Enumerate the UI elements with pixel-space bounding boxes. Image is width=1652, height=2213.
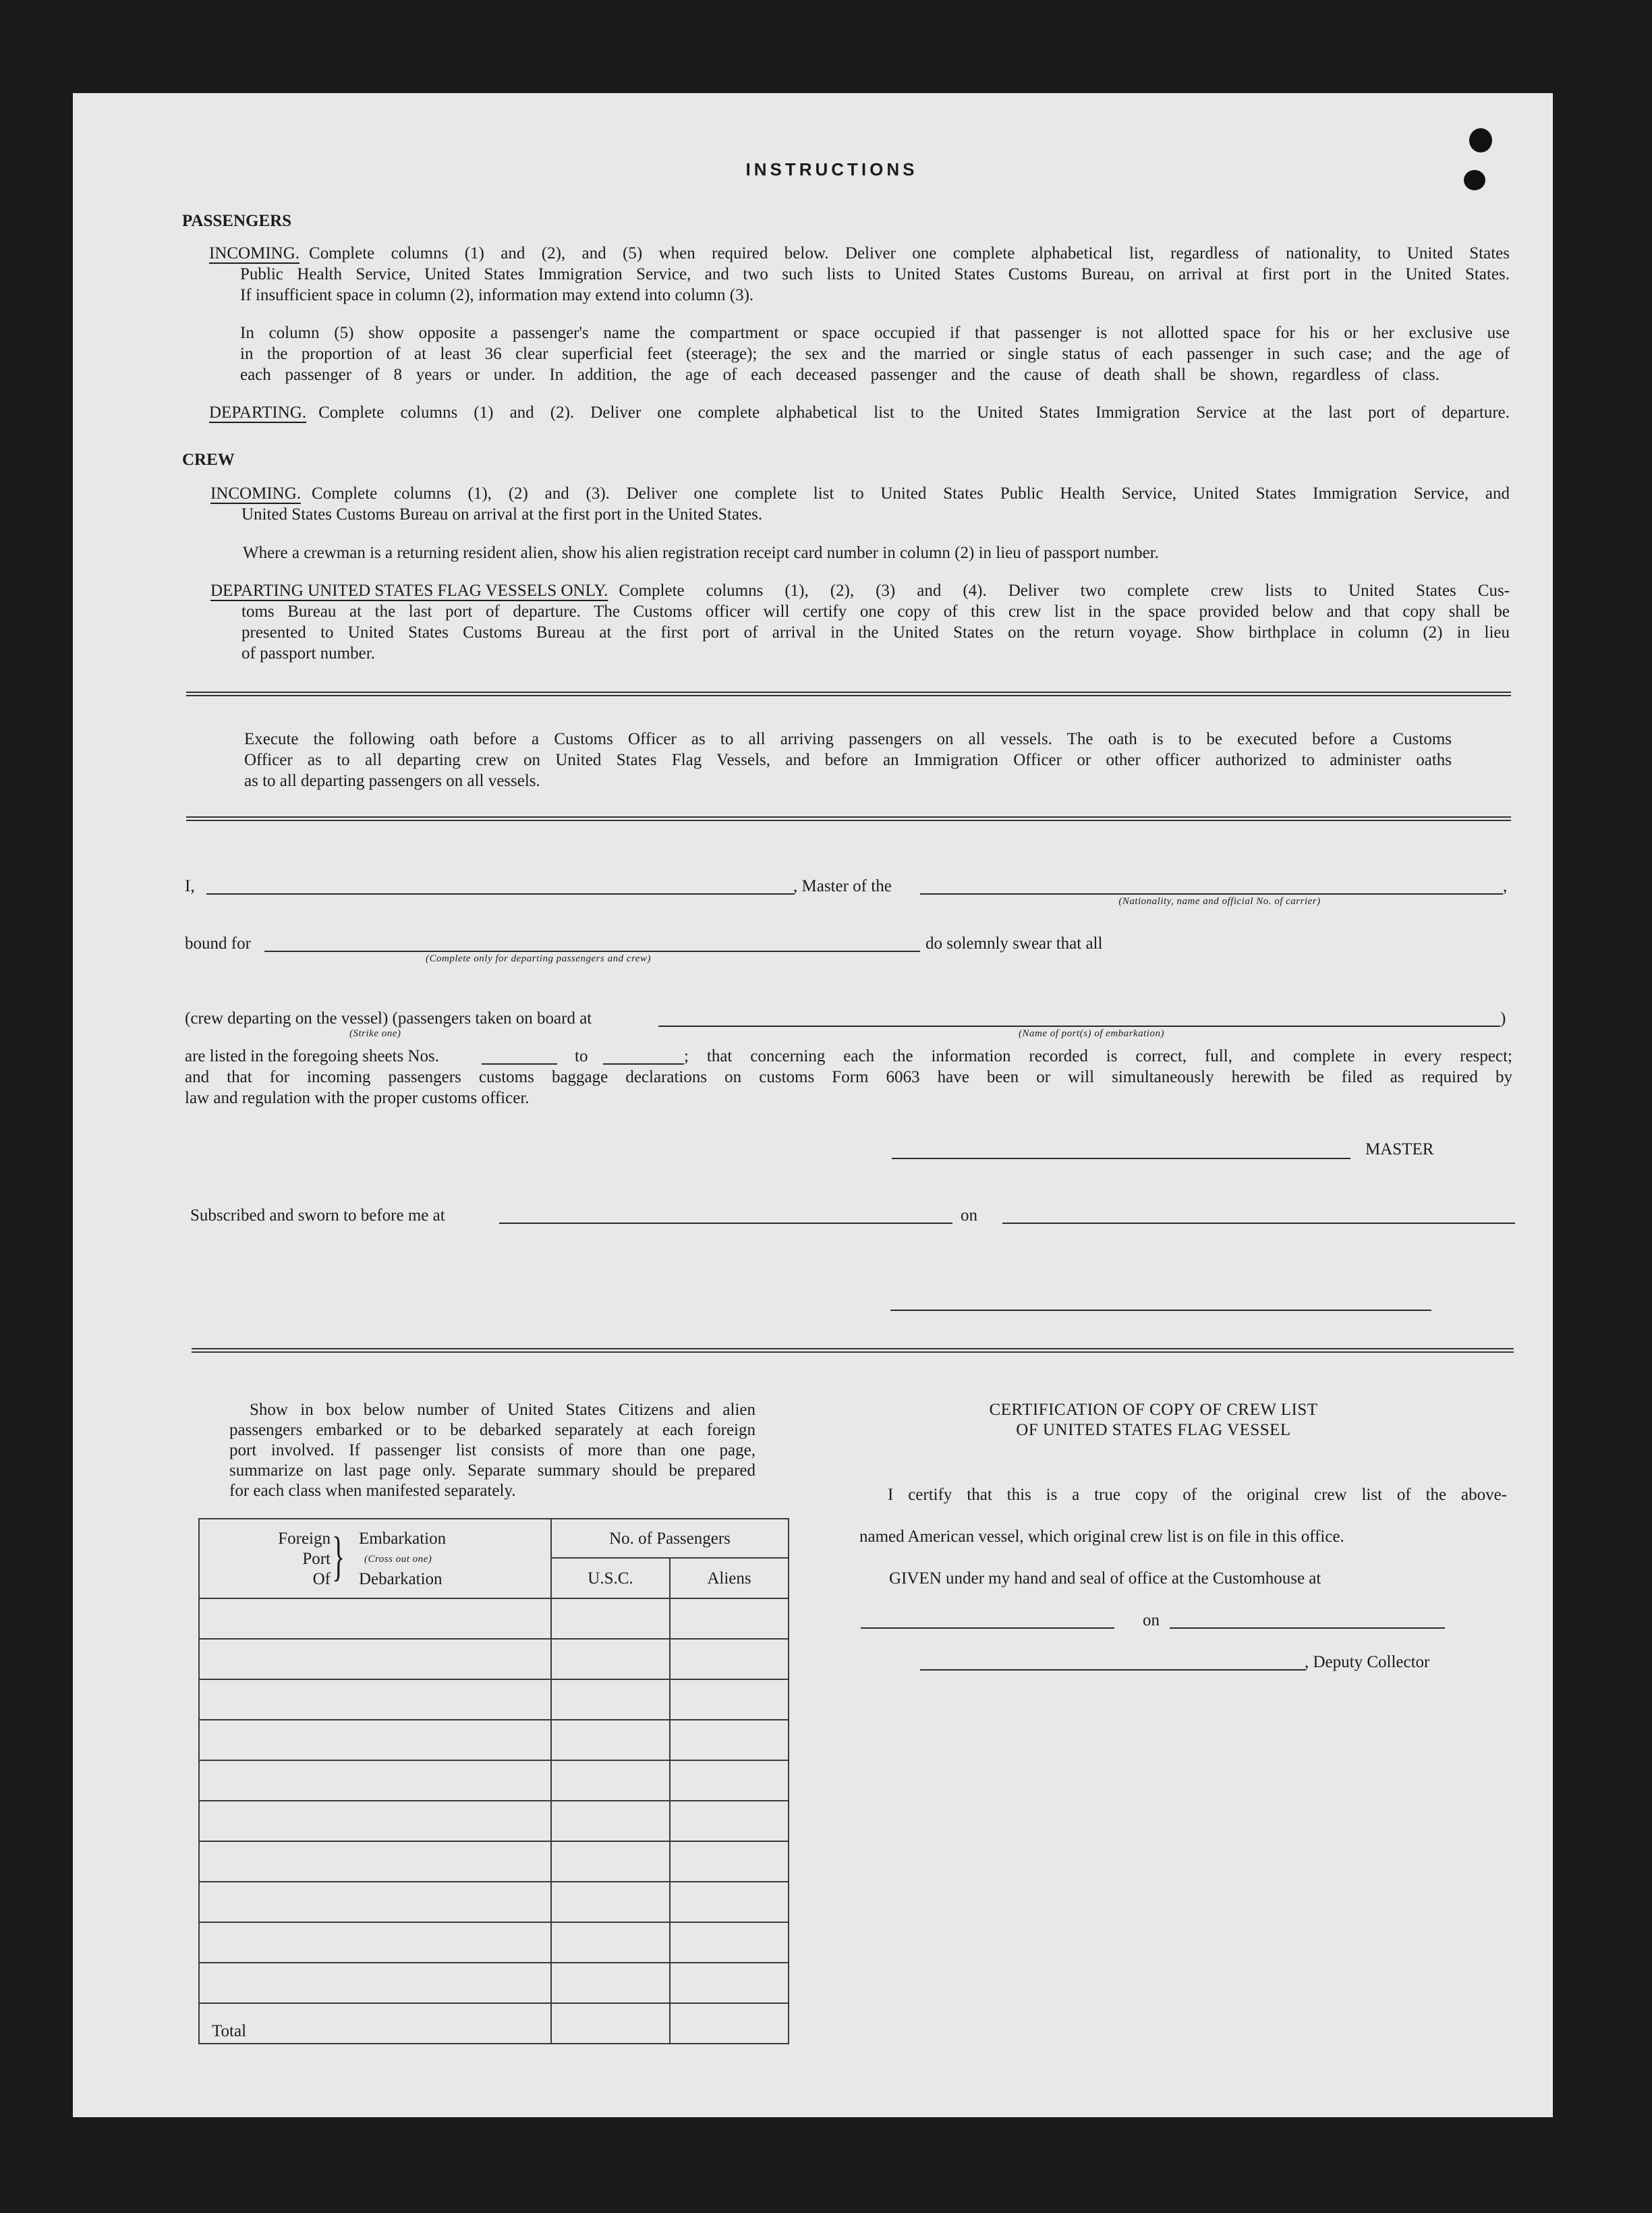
page-title: INSTRUCTIONS [745, 159, 918, 179]
certification-title-2: OF UNITED STATES FLAG VESSEL [1016, 1421, 1291, 1439]
certification-title-1: CERTIFICATION OF COPY OF CREW LIST [989, 1401, 1318, 1419]
port-cell[interactable] [199, 1841, 551, 1882]
name-of-ports-caption: (Name of port(s) of embarkation) [1019, 1028, 1164, 1039]
debarkation-label: Debarkation [359, 1570, 443, 1588]
crew-resident-alien: Where a crewman is a returning resident alien, show his alien registration receipt card number in column (2) in lieu of passport number. [243, 544, 1159, 562]
cross-out-caption: (Cross out one) [364, 1554, 432, 1565]
usc-cell[interactable] [551, 1720, 670, 1760]
master-signature-field[interactable] [892, 1158, 1350, 1159]
column5-line-3: each passenger of 8 years or under. In addition, the age of each deceased passenger and the cause of death shall be shown, regardless of class. [240, 366, 1440, 384]
crew-departing-line-2: toms Bureau at the last port of departure. The Customs officer will certify one copy of this crew list in the space provided below and that copy shall be [241, 603, 1510, 621]
aliens-cell[interactable] [670, 1760, 789, 1801]
oath-i-label: I, [185, 877, 195, 895]
table-row [199, 1841, 789, 1882]
table-row [199, 1720, 789, 1760]
summary-instructions-2: passengers embarked or to be debarked separately at each foreign [229, 1421, 756, 1439]
passengers-heading: PASSENGERS [182, 212, 292, 230]
table-row [199, 1801, 789, 1841]
usc-cell[interactable] [551, 1801, 670, 1841]
passengers-departing-line [209, 402, 1510, 423]
no-of-passengers-header: No. of Passengers [551, 1519, 789, 1558]
embarkation-label: Embarkation [359, 1530, 447, 1548]
divider [192, 1348, 1514, 1353]
oath-instructions-line-1: Execute the following oath before a Customs Officer as to all arriving passengers on all vessels. The oath is to be executed before a Customs [244, 730, 1452, 748]
port-header [199, 1519, 551, 1598]
usc-cell[interactable] [551, 1639, 670, 1679]
usc-header: U.S.C. [551, 1558, 670, 1598]
ink-blot [1469, 128, 1492, 152]
given-line: GIVEN under my hand and seal of office at the Customhouse at [889, 1569, 1321, 1588]
crew-incoming-line-2: United States Customs Bureau on arrival at the first port in the United States. [241, 505, 763, 524]
summary-instructions-3: port involved. If passenger list consists of more than one page, [229, 1441, 756, 1459]
aliens-cell[interactable] [670, 1841, 789, 1882]
master-name-field[interactable] [206, 893, 795, 895]
sheets-to-field[interactable] [603, 1063, 684, 1065]
usc-cell[interactable] [551, 1963, 670, 2003]
aliens-cell[interactable] [670, 1598, 789, 1639]
crew-incoming-line-1 [210, 483, 1510, 504]
aliens-cell[interactable] [670, 1882, 789, 1922]
master-of-the-label: , Master of the [793, 877, 892, 895]
summary-instructions-5: for each class when manifested separately. [229, 1482, 516, 1500]
listed-line-2: and that for incoming passengers customs baggage declarations on customs Form 6063 have been or will simultaneously herewith be filed as required by [185, 1068, 1512, 1086]
table-row [199, 1922, 789, 1963]
crew-incoming-text: Complete columns (1), (2) and (3). Deliver one complete list to United States Public Health Service, United States Immigration Service, and [312, 484, 1510, 503]
usc-cell[interactable] [551, 1922, 670, 1963]
strike-one-caption: (Strike one) [349, 1028, 401, 1039]
crew-incoming-label: INCOMING. [210, 484, 302, 503]
aliens-header: Aliens [670, 1558, 789, 1598]
foreign-label: Foreign [278, 1530, 331, 1548]
given-date-field[interactable] [1170, 1627, 1445, 1629]
solemnly-swear-label: do solemnly swear that all [925, 934, 1103, 953]
aliens-total-cell[interactable] [670, 2003, 789, 2044]
aliens-cell[interactable] [670, 1679, 789, 1720]
passengers-incoming-line-1 [209, 243, 1510, 264]
listed-label-b: to [575, 1047, 588, 1065]
sheets-from-field[interactable] [482, 1063, 557, 1065]
summary-instructions-4: summarize on last page only. Separate summary should be prepared [229, 1461, 756, 1480]
table-row [199, 1882, 789, 1922]
total-label: Total [199, 2003, 551, 2044]
aliens-cell[interactable] [670, 1720, 789, 1760]
usc-total-cell[interactable] [551, 2003, 670, 2044]
crew-heading: CREW [182, 451, 235, 469]
carrier-comma: , [1503, 877, 1508, 895]
oath-instructions-line-2: Officer as to all departing crew on United States Flag Vessels, and before an Immigration Officer or other officer authorized to administer oaths [244, 751, 1452, 769]
usc-cell[interactable] [551, 1841, 670, 1882]
passengers-departing-label: DEPARTING. [209, 403, 307, 422]
passengers-departing-text: Complete columns (1) and (2). Deliver one complete alphabetical list to the United States Immigration Service at the last port of departure. [318, 403, 1510, 422]
sworn-date-field[interactable] [1002, 1223, 1515, 1224]
listed-label-a: are listed in the foregoing sheets Nos. [185, 1047, 439, 1065]
port-cell[interactable] [199, 1922, 551, 1963]
port-cell[interactable] [199, 1639, 551, 1679]
nationality-caption: (Nationality, name and official No. of carrier) [1118, 896, 1321, 907]
divider [186, 816, 1511, 821]
embarkation-port-field[interactable] [658, 1026, 1500, 1027]
of-label: Of [312, 1570, 331, 1588]
crew-departing-line-4: of passport number. [241, 644, 375, 663]
passengers-incoming-text: Complete columns (1) and (2), and (5) when required below. Deliver one complete alphabetical list, regardless of nationality, to United States [309, 244, 1510, 262]
officer-signature-field[interactable] [890, 1310, 1431, 1311]
bound-for-field[interactable] [264, 951, 920, 952]
listed-line-3: law and regulation with the proper customs officer. [185, 1089, 530, 1107]
master-label: MASTER [1365, 1140, 1434, 1158]
summary-instructions-1: Show in box below number of United States Citizens and alien [250, 1401, 756, 1419]
table-row [199, 1760, 789, 1801]
deputy-signature-field[interactable] [920, 1669, 1306, 1671]
column5-line-2: in the proportion of at least 36 clear superficial feet (steerage); the sex and the married or single status of each passenger in such case; and the age of [240, 345, 1510, 363]
port-label: Port [302, 1550, 331, 1568]
form-page [73, 93, 1553, 2117]
port-cell[interactable] [199, 1882, 551, 1922]
aliens-cell[interactable] [670, 1963, 789, 2003]
port-cell[interactable] [199, 1801, 551, 1841]
sworn-on-label: on [961, 1206, 977, 1225]
total-row [199, 2003, 789, 2044]
crew-passengers-label: (crew departing on the vessel) (passengers taken on board at [185, 1009, 592, 1028]
crew-departing-label: DEPARTING UNITED STATES FLAG VESSELS ONLY. [210, 582, 608, 600]
column5-line-1: In column (5) show opposite a passenger's name the compartment or space occupied if that passenger is not allotted space for his or her exclusive use [240, 324, 1510, 342]
passengers-incoming-label: INCOMING. [209, 244, 300, 262]
bound-for-label: bound for [185, 934, 251, 953]
usc-cell[interactable] [551, 1760, 670, 1801]
usc-cell[interactable] [551, 1598, 670, 1639]
aliens-cell[interactable] [670, 1922, 789, 1963]
oath-instructions-line-3: as to all departing passengers on all vessels. [244, 772, 540, 790]
close-paren: ) [1500, 1009, 1506, 1028]
certify-line-1: I certify that this is a true copy of the original crew list of the above- [888, 1486, 1507, 1504]
table-row [199, 1679, 789, 1720]
table-row [199, 1598, 789, 1639]
port-cell[interactable] [199, 1679, 551, 1720]
given-on-label: on [1143, 1611, 1160, 1629]
usc-cell[interactable] [551, 1882, 670, 1922]
listed-label-c: ; that concerning each the information recorded is correct, full, and complete in every respect; [684, 1047, 1512, 1065]
passengers-incoming-line-2: Public Health Service, United States Immigration Service, and two such lists to United States Customs Bureau, on arrival at first port in the United States. [240, 265, 1510, 283]
table-row [199, 1963, 789, 2003]
deputy-collector-label: , Deputy Collector [1305, 1653, 1430, 1671]
aliens-cell[interactable] [670, 1639, 789, 1679]
ink-blot [1464, 170, 1485, 190]
subscribed-label: Subscribed and sworn to before me at [190, 1206, 445, 1225]
port-cell[interactable] [199, 1760, 551, 1801]
crew-departing-text: Complete columns (1), (2), (3) and (4). Deliver two complete crew lists to United States Cus- [619, 582, 1510, 600]
crew-departing-line-3: presented to United States Customs Bureau at the first port of arrival in the United States on the return voyage. Show birthplace in column (2) in lieu [241, 623, 1510, 642]
divider [186, 692, 1511, 696]
brace-icon: } [332, 1527, 345, 1586]
aliens-cell[interactable] [670, 1801, 789, 1841]
sworn-at-field[interactable] [499, 1223, 952, 1224]
carrier-field[interactable] [920, 893, 1503, 895]
usc-cell[interactable] [551, 1679, 670, 1720]
port-cell[interactable] [199, 1720, 551, 1760]
passenger-summary-table [198, 1518, 789, 2044]
table-row [199, 1639, 789, 1679]
passengers-incoming-line-3: If insufficient space in column (2), information may extend into column (3). [240, 286, 754, 304]
port-cell[interactable] [199, 1598, 551, 1639]
certify-line-2: named American vessel, which original crew list is on file in this office. [859, 1528, 1344, 1546]
complete-only-caption: (Complete only for departing passengers and crew) [426, 953, 651, 964]
customhouse-field[interactable] [861, 1627, 1114, 1629]
crew-departing-line-1 [210, 580, 1510, 601]
port-cell[interactable] [199, 1963, 551, 2003]
